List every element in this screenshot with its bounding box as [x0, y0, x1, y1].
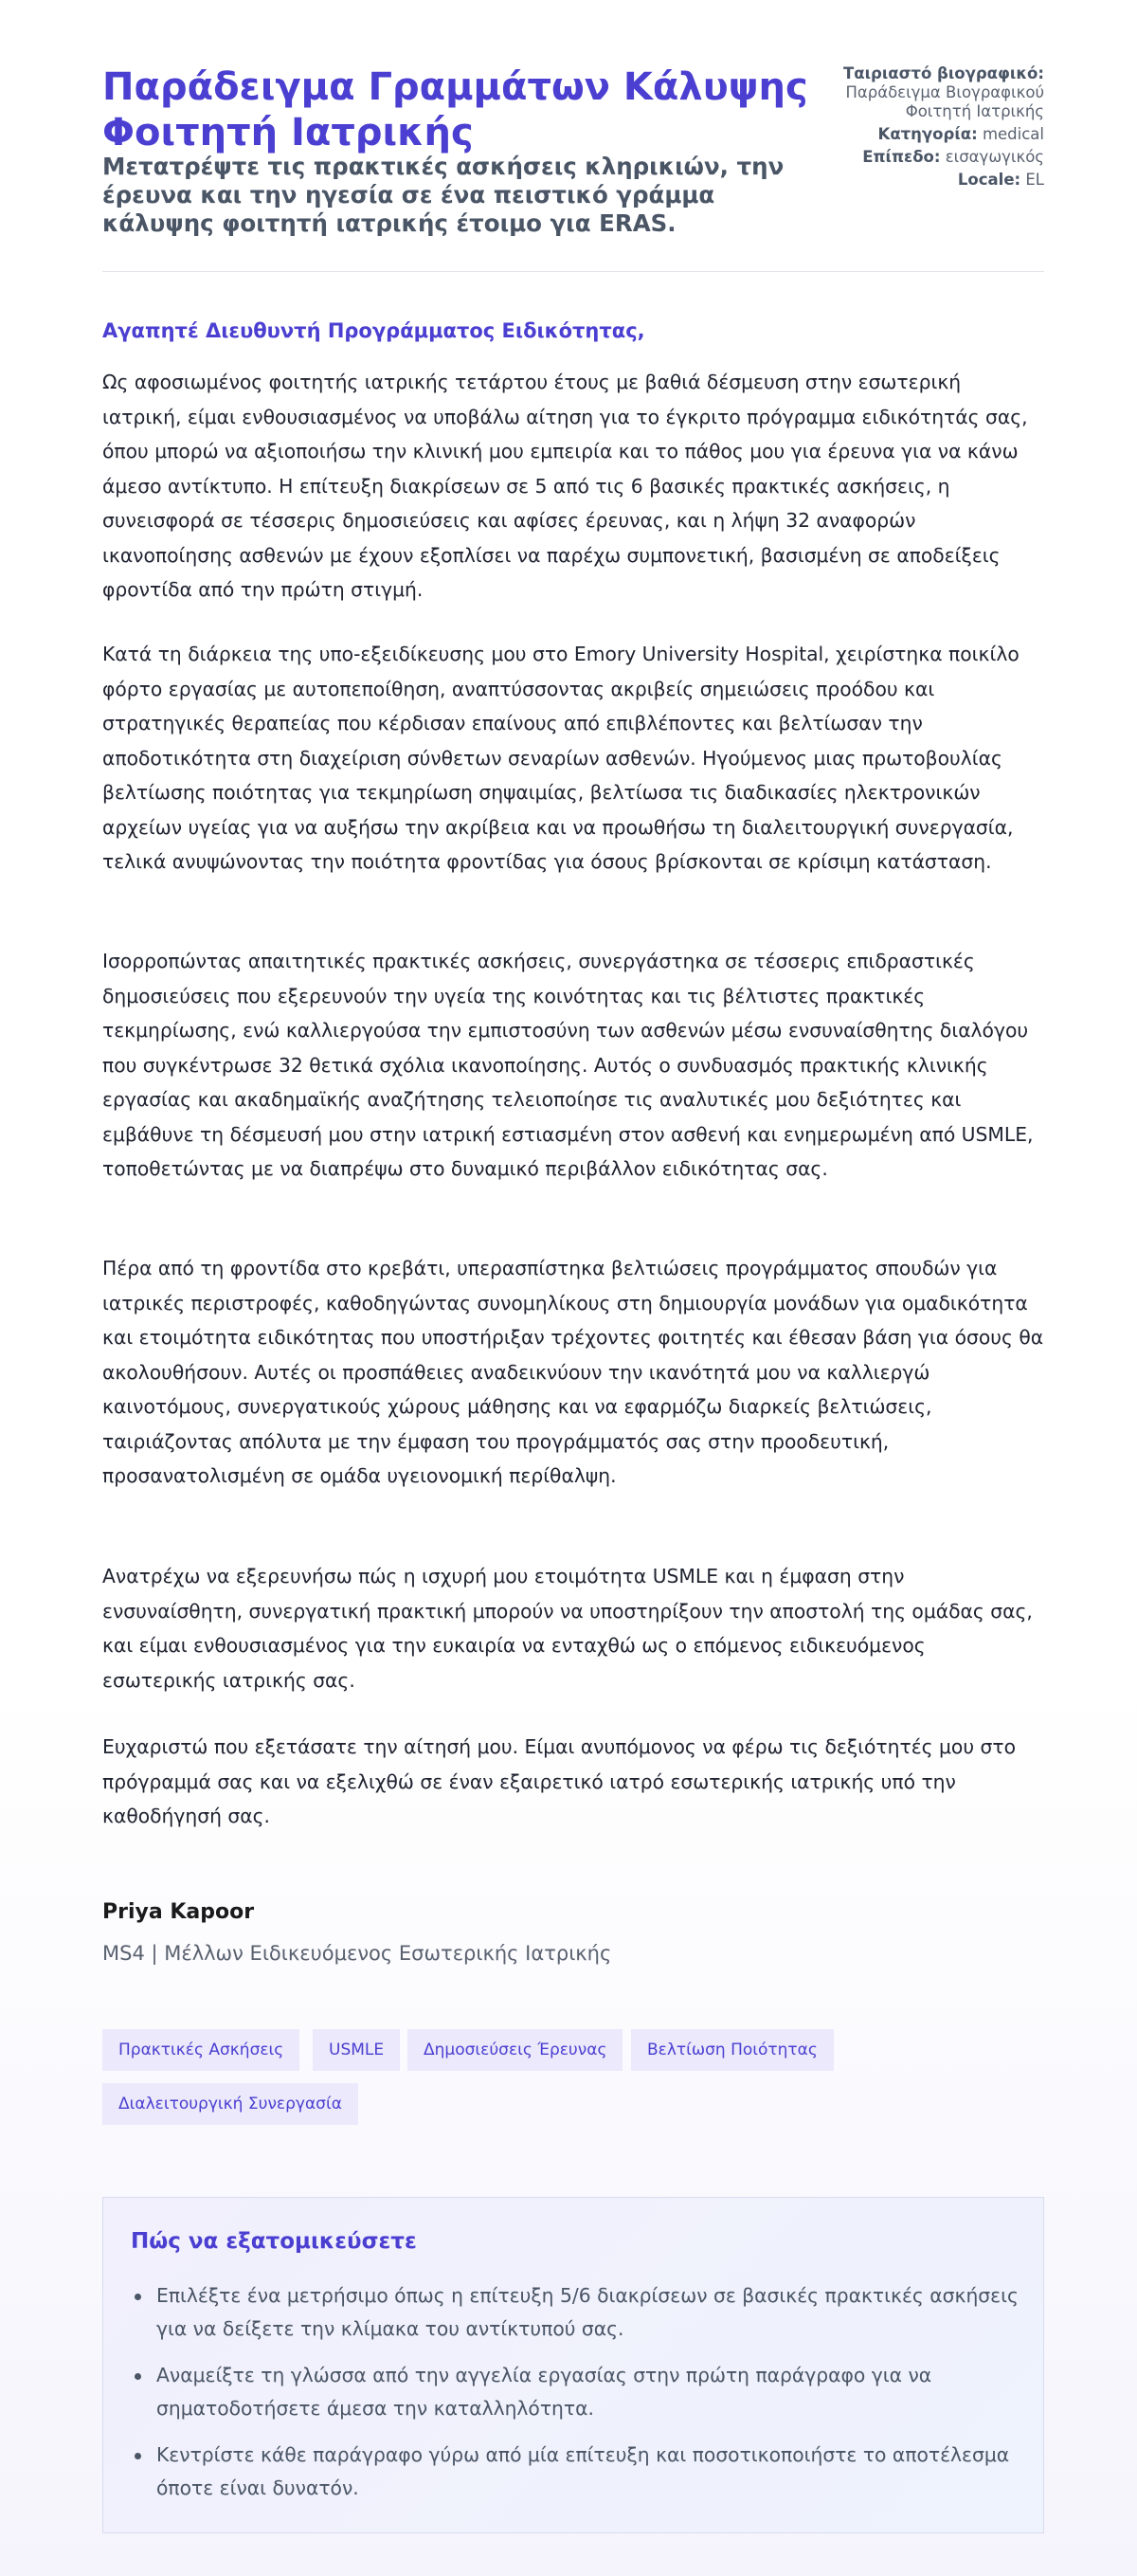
meta-match-resume	[798, 64, 1044, 121]
tips-list	[131, 2279, 1038, 2518]
meta-category	[798, 125, 1044, 144]
content-column	[102, 0, 1044, 2499]
letter-paragraph: Ανατρέχω να εξερευνήσω πώς η ισχυρή μου ετοιμότητα USMLE και η έμφαση στην ενσυναίσθητη, συνεργατική πρακτική μπορούν να υποστηρίξουν την αποστολή της ομάδας σας, και είμαι ενθουσιασμένος για την ευκαιρία να ενταχθώ ως ο επόμενος ειδικευόμενος εσωτερικής ιατρικής σας.	[102, 1565, 1033, 1692]
letter-salutation: Αγαπητέ Διευθυντή Προγράμματος Ειδικότητας,	[102, 319, 645, 342]
meta-level-value: εισαγωγικός	[945, 148, 1044, 166]
signer-title: MS4 | Μέλλων Ειδικευόμενος Εσωτερικής Ιατρικής	[102, 1942, 612, 1965]
letter-paragraph: Ως αφοσιωμένος φοιτητής ιατρικής τετάρτου έτους με βαθιά δέσμευση στην εσωτερική ιατρική, είμαι ενθουσιασμένος να υποβάλω αίτηση για το έγκριτο πρόγραμμα ειδικότητάς σας, όπου μπορώ να αξιοποιήσω την κλινική μου εμπειρία και το πάθος μου για έρευνα για να κάνω άμεσο αντίκτυπο. Η επίτευξη διακρίσεων σε 5 από τις 6 βασικές πρακτικές ασκήσεις, η συνεισφορά σε τέσσερις δημοσιεύσεις και αφίσες έρευνας, και η λήψη 32 αναφορών ικανοποίησης ασθενών με έχουν εξοπλίσει να παρέχω συμπονετική, βασισμένη σε αποδείξεις φροντίδα από την πρώτη στιγμή.	[102, 371, 1028, 601]
tip-item: Επιλέξτε ένα μετρήσιμο όπως η επίτευξη 5/6 διακρίσεων σε βασικές πρακτικές ασκήσεις για να δείξετε την κλίμακα του αντίκτυπού σας.	[156, 2279, 1038, 2346]
meta-level-label: Επίπεδο:	[862, 148, 941, 166]
tag-quality-improvement[interactable]: Βελτίωση Ποιότητας	[631, 2029, 834, 2071]
tag-clinical-rotations[interactable]: Πρακτικές Ασκήσεις	[102, 2029, 299, 2071]
meta-category-label: Κατηγορία:	[877, 125, 978, 143]
metadata-panel	[798, 64, 1044, 190]
page-subtitle: Μετατρέψτε τις πρακτικές ασκήσεις κληρικιών, την έρευνα και την ηγεσία σε ένα πειστικό γράμμα κάλυψης φοιτητή ιατρικής έτοιμο για ERAS.	[102, 153, 785, 237]
tag-research-publications[interactable]: Δημοσιεύσεις Έρευνας	[407, 2029, 623, 2071]
meta-match-value[interactable]: Παράδειγμα Βιογραφικού Φοιτητή Ιατρικής	[845, 83, 1044, 120]
tip-item: Αναμείξτε τη γλώσσα από την αγγελία εργασίας στην πρώτη παράγραφο για να σηματοδοτήσετε άμεσα την καταλληλότητα.	[156, 2359, 1038, 2425]
meta-locale	[798, 171, 1044, 190]
letter-paragraph: Ισορροπώντας απαιτητικές πρακτικές ασκήσεις, συνεργάστηκα σε τέσσερις επιδραστικές δημοσιεύσεις που εξερευνούν την υγεία της κοινότητας και τις βέλτιστες πρακτικές τεκμηρίωσης, ενώ καλλιεργούσα την εμπιστοσύνη των ασθενών μέσω ενσυναίσθητης διαλόγου που συγκέντρωσε 32 θετικά σχόλια ικανοποίησης. Αυτός ο συνδυασμός πρακτικής κλινικής εργασίας και ακαδημαϊκής αναζήτησης τελειοποίησε τις αναλυτικές μου δεξιότητες και εμβάθυνε τη δέσμευσή μου στην ιατρική εστιασμένη στον ασθενή και ενημερωμένη από USMLE, τοποθετώντας με να διαπρέψω στο δυναμικό περιβάλλον ειδικότητας σας.	[102, 950, 1034, 1180]
letter-paragraph: Πέρα από τη φροντίδα στο κρεβάτι, υπερασπίστηκα βελτιώσεις προγράμματος σπουδών για ιατρικές περιστροφές, καθοδηγώντας συνομηλίκους στη δημιουργία μονάδων για ομαδικότητα και ετοιμότητα ειδικότητας που υποστήριξαν τρέχοντες φοιτητές και έθεσαν βάση για όσους θα ακολουθήσουν. Αυτές οι προσπάθειες αναδεικνύουν την ικανότητά μου να καλλιεργώ καινοτόμους, συνεργατικούς χώρους μάθησης και να εφαρμόζω διαρκείς βελτιώσεις, ταιριάζοντας απόλυτα με την έμφαση του προγράμματός σας στην προοδευτική, προσανατολισμένη σε ομάδα υγειονομική περίθαλψη.	[102, 1257, 1044, 1487]
tip-item: Κεντρίστε κάθε παράγραφο γύρω από μία επίτευξη και ποσοτικοποιήστε το αποτέλεσμα όποτε είναι δυνατόν.	[156, 2439, 1038, 2505]
meta-level	[798, 148, 1044, 167]
page-header	[102, 0, 1044, 272]
letter-paragraph: Ευχαριστώ που εξετάσατε την αίτησή μου. Είμαι ανυπόμονος να φέρω τις δεξιότητές μου στο πρόγραμμά σας και να εξελιχθώ σε έναν εξαιρετικό ιατρό εσωτερικής ιατρικής υπό την καθοδήγησή σας.	[102, 1735, 1016, 1827]
tag-usmle[interactable]: USMLE	[313, 2029, 400, 2071]
personalization-tips	[102, 2197, 1044, 2533]
letter-paragraph: Κατά τη διάρκεια της υπο-εξειδίκευσης μου στο Emory University Hospital, χειρίστηκα ποικίλο φόρτο εργασίας με αυτοπεποίθηση, αναπτύσσοντας ακριβείς σημειώσεις προόδου και στρατηγικές θεραπείας που κέρδισαν επαίνους από επιβλέποντες και βελτίωσαν την αποδοτικότητα στη διαχείριση σύνθετων σεναρίων ασθενών. Ηγούμενος μιας πρωτοβουλίας βελτίωσης ποιότητας για τεκμηρίωση σηψαιμίας, βελτίωσα τις διαδικασίες ηλεκτρονικών αρχείων υγείας για να αυξήσω την ακρίβεια και να προωθήσω τη διαλειτουργική συνεργασία, τελικά ανυψώνοντας την ποιότητα φροντίδας για όσους βρίσκονται σε κρίσιμη κατάσταση.	[102, 643, 1020, 873]
tag-interdisciplinary-collaboration[interactable]: Διαλειτουργική Συνεργασία	[102, 2083, 358, 2125]
meta-category-value: medical	[982, 125, 1044, 143]
meta-locale-label: Locale:	[957, 171, 1021, 189]
page-title: Παράδειγμα Γραμμάτων Κάλυψης Φοιτητή Ιατρικής	[102, 65, 808, 154]
meta-locale-value: EL	[1025, 171, 1044, 189]
meta-match-label: Ταιριαστό βιογραφικό:	[842, 64, 1044, 82]
signer-name: Priya Kapoor	[102, 1900, 255, 1924]
tips-title: Πώς να εξατομικεύσετε	[131, 2229, 417, 2254]
